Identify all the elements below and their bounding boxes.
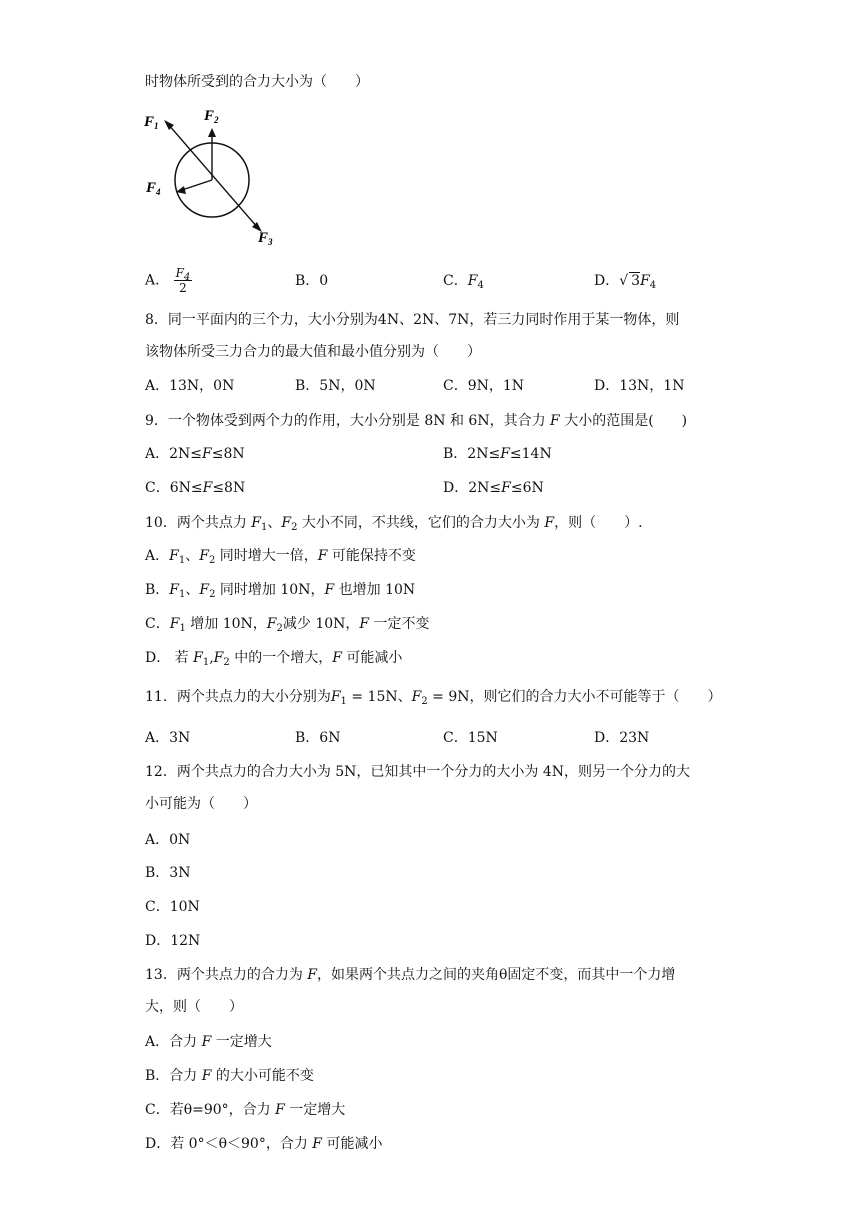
q7-option-d: D．√ $3F_4$: [594, 273, 657, 291]
f1-label: $F_1$: [144, 114, 159, 131]
q8-stem-line1: 8．同一平面内的三个力，大小分别为4N、2N、7N，若三力同时作用于某一物体，则: [145, 312, 680, 328]
q10-option-d: D． 若 $F_1,F_2$ 中的一个增大，F 可能减小: [145, 650, 403, 668]
f2-label: $F_2$: [204, 108, 219, 125]
q8-option-a: A．13N，0N: [145, 378, 235, 394]
f3-label: $F_3$: [258, 230, 273, 247]
q7-stem-tail: 时物体所受到的合力大小为（ ）: [145, 74, 369, 90]
q8-option-d: D．13N，1N: [594, 378, 685, 394]
q9-option-b: B．2N≤F≤14N: [443, 446, 552, 462]
q10-option-a: A．$F_1$、$F_2$ 同时增大一倍，F 可能保持不变: [145, 548, 416, 566]
q7-option-b: B．0: [295, 273, 329, 289]
q12-option-c: C．10N: [145, 899, 200, 915]
q13-stem-line2: 大，则（ ）: [145, 999, 243, 1015]
q11-option-b: B．6N: [295, 730, 341, 746]
q13-stem-line1: 13．两个共点力的合力为 F，如果两个共点力之间的夹角θ固定不变，而其中一个力增: [145, 967, 676, 983]
q12-option-b: B．3N: [145, 865, 191, 881]
q10-stem: 10．两个共点力 $F_1$、$F_2$ 大小不同，不共线，它们的合力大小为 F，则（ ）.: [145, 515, 643, 533]
f2-arrowhead: [208, 128, 216, 137]
f4-line: [182, 180, 212, 190]
q13-option-c: C．若θ=90°，合力 F 一定增大: [145, 1102, 346, 1118]
q11-option-a: A．3N: [145, 730, 191, 746]
q9-option-d: D．2N≤F≤6N: [443, 480, 544, 496]
q12-option-d: D．12N: [145, 933, 201, 949]
q8-option-b: B．5N，0N: [295, 378, 376, 394]
q10-option-c: C．$F_1$ 增加 10N，$F_2$减少 10N，F 一定不变: [145, 616, 430, 634]
q7-option-a: A． $\frac{F_4}{2}$: [145, 266, 191, 295]
q9-option-a: A．2N≤F≤8N: [145, 446, 245, 462]
q9-stem: 9．一个物体受到两个力的作用，大小分别是 8N 和 6N，其合力 F 大小的范围是( ): [145, 413, 688, 429]
force-diagram: [140, 104, 280, 254]
q11-stem: 11．两个共点力的大小分别为$F_1 = 15N$、$F_2 = 9N$，则它们的合力大小不可能等于（ ）: [145, 689, 722, 707]
q13-option-d: D．若 0°＜θ＜90°，合力 F 可能减小: [145, 1136, 383, 1152]
q11-option-d: D．23N: [594, 730, 650, 746]
q7-option-c: C．$F_4$: [443, 273, 484, 291]
q10-option-b: B．$F_1$、$F_2$ 同时增加 10N，F 也增加 10N: [145, 582, 416, 600]
q8-stem-line2: 该物体所受三力合力的最大值和最小值分别为（ ）: [145, 344, 481, 360]
q12-option-a: A．0N: [145, 832, 191, 848]
q12-stem-line1: 12．两个共点力的合力大小为 5N，已知其中一个分力的大小为 4N，则另一个分力的大: [145, 764, 691, 780]
q13-option-b: B．合力 F 的大小可能不变: [145, 1068, 314, 1084]
q9-option-c: C．6N≤F≤8N: [145, 480, 246, 496]
q11-option-c: C．15N: [443, 730, 498, 746]
f4-label: $F_4$: [146, 180, 161, 197]
f1-f3-line: [168, 124, 258, 228]
q12-stem-line2: 小可能为（ ）: [145, 796, 257, 812]
q8-option-c: C．9N，1N: [443, 378, 525, 394]
q13-option-a: A．合力 F 一定增大: [145, 1034, 272, 1050]
